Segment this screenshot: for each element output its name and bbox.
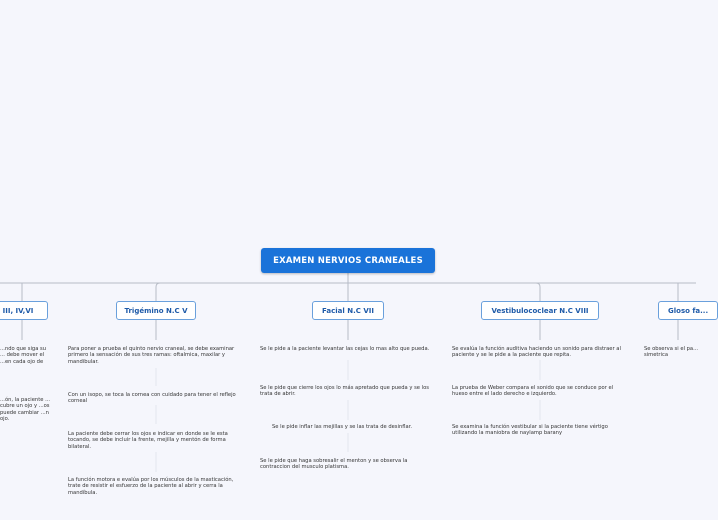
leaf-node[interactable]: Se examina la función vestibular si la paciente tiene vértigo utilizando la maniobra de naylamp barany: [452, 424, 608, 437]
branch-node-glosofaringeo[interactable]: [658, 301, 718, 320]
root-title: EXAMEN NERVIOS CRANEALES: [273, 255, 423, 266]
branch-node-trigemino[interactable]: [116, 301, 196, 320]
branch-node-eye-nerves[interactable]: [0, 301, 48, 320]
leaf-node[interactable]: ...ndo que siga su ... debe mover el ...en cada ojo de: [0, 346, 47, 365]
leaf-node[interactable]: Se observa si el pa... simetrica: [644, 346, 699, 359]
leaf-node[interactable]: Se le pide que cierre los ojos lo más apretado que pueda y se los trata de abrir.: [260, 385, 429, 398]
branch-node-facial[interactable]: [312, 301, 384, 320]
leaf-node[interactable]: Con un isopo, se toca la cornea con cuidado para tener el reflejo corneal: [68, 392, 236, 405]
leaf-node[interactable]: Se le pide que haga sobresalir el menton y se observa la contraccion del musculo platisma.: [260, 458, 408, 471]
branch-node-vestibulococlear[interactable]: [481, 301, 599, 320]
leaf-node[interactable]: La prueba de Weber compara el sonido que se conduce por el hueso entre el lado derecho e izquierdo.: [452, 385, 614, 398]
root-node[interactable]: [261, 248, 435, 273]
leaf-node[interactable]: Se le pide inflar las mejillas y se las trata de desinflar.: [272, 424, 412, 430]
leaf-node[interactable]: ...ón, la paciente ... cubre un ojo y ...os puede cambiar ...n ojo.: [0, 397, 51, 423]
leaf-node[interactable]: Se le pide a la paciente levantar las cejas lo mas alto que pueda.: [260, 346, 430, 352]
branch-label: Facial N.C VII: [322, 306, 374, 315]
leaf-node[interactable]: La paciente debe cerrar los ojos e indicar en donde se le esta tocando, se debe incluir la frente, mejilla y mentón de forma bilateral.: [68, 431, 228, 450]
branch-label: Vestibulococlear N.C VIII: [491, 306, 589, 315]
leaf-node[interactable]: Se evalúa la función auditiva haciendo un sonido para distraer al paciente y se le pide a la paciente que repita.: [452, 346, 621, 359]
branch-label: III, IV,VI: [2, 306, 34, 315]
leaf-node[interactable]: Para poner a prueba el quinto nervio craneal, se debe examinar primero la sensación de sus tres ramas: oftalmica, maxilar y mandibular.: [68, 346, 235, 365]
branch-label: Trigémino N.C V: [124, 306, 188, 315]
branch-label: Gloso fa...: [668, 306, 709, 315]
leaf-node[interactable]: La función motora e evalúa por los músculos de la masticación, trate de resistir el esfuerzo de la paciente al abrir y cerra la mandíbula.: [68, 477, 234, 496]
